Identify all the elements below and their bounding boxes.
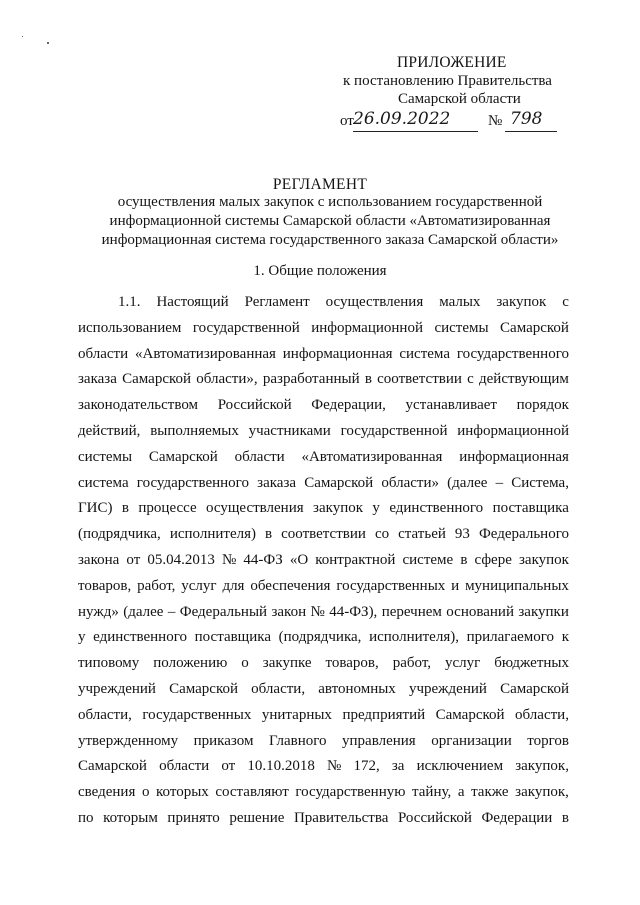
word: соответствии [377, 371, 462, 388]
word: процессе [138, 500, 197, 517]
word: у [372, 500, 380, 517]
paragraph-1-1 [78, 290, 569, 832]
word: «Автоматизированная [301, 448, 443, 465]
paragraph-line [78, 367, 569, 393]
word: Самарской [304, 474, 374, 491]
scan-speck [22, 36, 23, 37]
word: муниципальных [465, 577, 569, 594]
word: закупок [313, 500, 364, 517]
word: государственного [456, 345, 569, 362]
word: от [221, 758, 236, 775]
paragraph-line [78, 729, 569, 755]
word: области, [251, 680, 306, 697]
subtitle-line: информационная система государственного заказа Самарской области» [101, 232, 559, 248]
word: – [495, 474, 504, 491]
word: Российской [217, 397, 292, 414]
word: Российской [397, 809, 472, 826]
paragraph-line [78, 677, 569, 703]
appendix-title: ПРИЛОЖЕНИЕ [397, 54, 507, 71]
word: система [78, 474, 129, 491]
subtitle-line: информационной системы Самарской области «Автоматизированная [109, 213, 551, 229]
word: и [451, 577, 460, 594]
word: составляют [215, 784, 289, 801]
word: области [234, 448, 285, 465]
word: (подрядчика, [78, 526, 161, 543]
word: закон [271, 603, 307, 620]
number-underline [505, 131, 557, 132]
word: закупок [518, 551, 569, 568]
section-heading: 1. Общие положения [253, 263, 387, 279]
word: единственного [389, 500, 484, 517]
word: Самарской [148, 448, 218, 465]
appendix-line-2: Самарской области [398, 91, 521, 107]
word: для [222, 577, 245, 594]
word: типовому [78, 655, 140, 672]
word: – [167, 603, 176, 620]
word: услуг [181, 577, 217, 594]
word: использованием [78, 319, 182, 336]
word: законодательством [78, 397, 199, 414]
word: области, [515, 706, 569, 723]
word: сфере [474, 551, 512, 568]
word: исключением [416, 758, 504, 775]
word: исполнителя) [169, 526, 256, 543]
word: работ, [137, 577, 176, 594]
word: Система, [511, 474, 569, 491]
word: учреждений [408, 680, 487, 697]
word: 172, [353, 758, 380, 775]
word: «О [289, 551, 309, 568]
word: работ, [392, 655, 432, 672]
word: поставщика [194, 629, 271, 646]
word: заказа [78, 371, 117, 388]
word: государственной [192, 319, 300, 336]
paragraph-line [78, 600, 569, 626]
word: информационная [282, 345, 393, 362]
word: соответствии [281, 526, 366, 543]
word: № [310, 603, 325, 620]
date-underline [353, 131, 478, 132]
word: (далее [123, 603, 164, 620]
appendix-date-number-line [340, 111, 560, 133]
word: о [241, 655, 249, 672]
word: товаров, [78, 577, 132, 594]
word: государственных [142, 706, 252, 723]
word: области» [381, 474, 439, 491]
word: Самарской [169, 680, 239, 697]
word: за [391, 758, 405, 775]
word: контрактной [315, 551, 396, 568]
word: от [126, 551, 141, 568]
word: участниками [248, 422, 331, 439]
paragraph-line [78, 419, 569, 445]
word: к [561, 629, 569, 646]
word: 44-ФЗ [243, 551, 283, 568]
word: области, [78, 706, 132, 723]
word: прилагаемого [466, 629, 555, 646]
word: в [460, 551, 468, 568]
word: закупки [518, 603, 569, 620]
paragraph-line [78, 342, 569, 368]
word: с [467, 371, 474, 388]
word: в [364, 371, 372, 388]
word: Самарской [78, 758, 147, 775]
word: порядок [516, 397, 569, 414]
word: унитарных [261, 706, 332, 723]
word: разработанный [262, 371, 360, 388]
word: в [121, 500, 129, 517]
word: которых [156, 784, 209, 801]
word: тайну, [412, 784, 452, 801]
document-title: РЕГЛАМЕНТ [272, 176, 368, 193]
paragraph-line [78, 780, 569, 806]
word: Самарской [435, 706, 505, 723]
word: управления [342, 732, 416, 749]
scan-speck [47, 42, 49, 44]
word: закона [78, 551, 120, 568]
word: 10.10.2018 [247, 758, 315, 775]
word: автономных [318, 680, 396, 697]
word: выполняемых [150, 422, 239, 439]
paragraph-line [78, 806, 569, 832]
word: перечнем [381, 603, 442, 620]
word: исполнителя), [369, 629, 459, 646]
date-prefix: от [340, 113, 354, 129]
word: а [457, 784, 465, 801]
word: заказа [257, 474, 297, 491]
word: области», [196, 371, 258, 388]
word: Федеральный [179, 603, 268, 620]
word: системе [402, 551, 454, 568]
word: информационной [311, 319, 423, 336]
word: информационная [459, 448, 569, 465]
paragraph-line [78, 625, 569, 651]
paragraph-line [78, 290, 569, 316]
word: Самарской [122, 371, 192, 388]
word: государственных [336, 577, 446, 594]
number-label: № [488, 113, 503, 129]
word: положению [153, 655, 228, 672]
word: закупок, [515, 758, 569, 775]
word: обеспечения [250, 577, 331, 594]
word: решение [229, 809, 285, 826]
paragraph-line [78, 393, 569, 419]
word: государственного [136, 474, 249, 491]
word: со [374, 526, 390, 543]
word: также [471, 784, 509, 801]
handwritten-number: 798 [510, 109, 543, 129]
paragraph-line [78, 651, 569, 677]
word: Регламент [244, 294, 310, 310]
word: у [78, 629, 86, 646]
word: которым [103, 809, 158, 826]
word: области [78, 345, 129, 362]
word: торгов [527, 732, 569, 749]
paragraph-line [78, 574, 569, 600]
appendix-line-1: к постановлению Правительства [343, 73, 552, 89]
word: товаров, [325, 655, 379, 672]
word: 1.1. [118, 294, 141, 310]
word: (подрядчика, [278, 629, 362, 646]
word: системы [78, 448, 133, 465]
word: в [561, 809, 569, 826]
word: Самарской [500, 319, 569, 336]
document-subtitle [70, 193, 590, 250]
word: сведения [78, 784, 136, 801]
word: государственную [295, 784, 406, 801]
paragraph-line [78, 496, 569, 522]
word: Главного [268, 732, 327, 749]
word: закупок, [515, 784, 569, 801]
paragraph-line [78, 548, 569, 574]
paragraph-line [78, 471, 569, 497]
word: ГИС) [78, 500, 113, 517]
word: действий, [78, 422, 141, 439]
word: утвержденному [78, 732, 179, 749]
word: нужд» [78, 603, 119, 620]
paragraph-line [78, 703, 569, 729]
word: учреждений [78, 680, 156, 697]
word: малых [439, 294, 481, 310]
word: единственного [93, 629, 187, 646]
word: «Автоматизированная [134, 345, 276, 362]
word: оснований [446, 603, 514, 620]
word: в [265, 526, 273, 543]
word: Настоящий [156, 294, 229, 310]
word: с [562, 294, 569, 310]
handwritten-date: 26.09.2022 [353, 109, 451, 129]
word: № [221, 551, 237, 568]
word: закупке [262, 655, 312, 672]
word: предприятий [342, 706, 426, 723]
word: закупок [496, 294, 547, 310]
paragraph-line [78, 522, 569, 548]
paragraph-line [78, 316, 569, 342]
word: действующим [479, 371, 569, 388]
word: 44-ФЗ), [329, 603, 378, 620]
word: услуг [445, 655, 481, 672]
word: принято [167, 809, 220, 826]
word: Самарской [500, 680, 569, 697]
word: 93 [454, 526, 470, 543]
word: по [78, 809, 94, 826]
word: статьей [398, 526, 446, 543]
word: осуществления [206, 500, 304, 517]
paragraph-line [78, 754, 569, 780]
subtitle-line: осуществления малых закупок с использованием государственной [117, 194, 543, 210]
word: 05.04.2013 [147, 551, 215, 568]
word: государственной [340, 422, 448, 439]
word: Федерального [478, 526, 569, 543]
word: осуществления [325, 294, 424, 310]
word: информационной [457, 422, 569, 439]
word: поставщика [492, 500, 569, 517]
word: приказом [193, 732, 254, 749]
word: (далее [447, 474, 488, 491]
word: системы [434, 319, 489, 336]
word: система [399, 345, 450, 362]
paragraph-line [78, 445, 569, 471]
word: Федерации, [311, 397, 386, 414]
word: организации [431, 732, 512, 749]
word: устанавливает [405, 397, 497, 414]
word: о [141, 784, 150, 801]
word: бюджетных [494, 655, 569, 672]
word: Федерации [481, 809, 553, 826]
word: Правительства [293, 809, 389, 826]
word: № [327, 758, 342, 775]
word: области [159, 758, 210, 775]
